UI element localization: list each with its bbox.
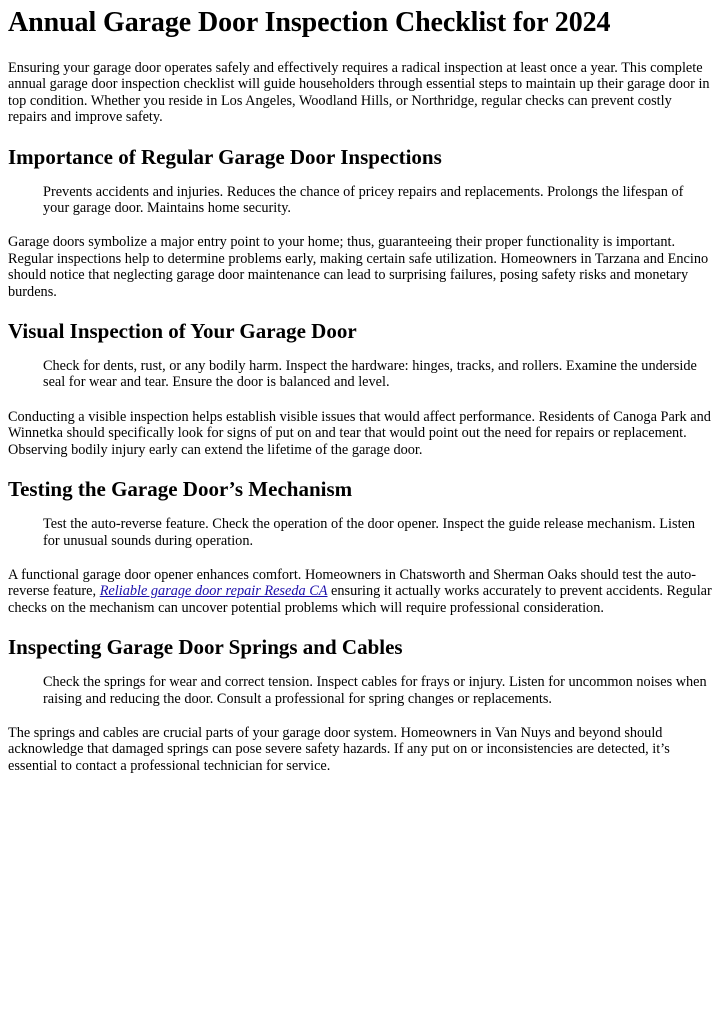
intro-paragraph: Ensuring your garage door operates safely and effectively requires a radical inspection at least once a year. This complete annual garage door inspection checklist will guide householders through essential steps to maintain up their garage door in top condition. Whether you reside in Los Angeles, Woodland Hills, or Northridge, regular checks can prevent costly repairs and improve safety.	[8, 60, 710, 126]
section-heading-visual-inspection: Visual Inspection of Your Garage Door	[8, 319, 357, 344]
section-heading-springs-cables: Inspecting Garage Door Springs and Cables	[8, 635, 403, 660]
mechanism-body-before-link: A functional garage door opener enhances comfort. Homeowners in Chatsworth and Sherman Oaks should test the auto-reverse feature,	[8, 566, 697, 600]
page-title: Annual Garage Door Inspection Checklist for 2024	[8, 7, 611, 38]
section-heading-mechanism: Testing the Garage Door’s Mechanism	[8, 477, 353, 502]
section-body-mechanism	[8, 567, 712, 616]
section-body-springs-cables: The springs and cables are crucial parts of your garage door system. Homeowners in Van Nuys and beyond should acknowledge that damaged springs can pose severe safety hazards. If any put on or inconsistencies are detected, it’s essential to contact a professional technician for service.	[8, 724, 670, 774]
section-body-importance: Garage doors symbolize a major entry point to your home; thus, guaranteeing their proper functionality is important. Regular inspections help to determine problems early, making certain safe utilization. Homeowners in Tarzana and Encino should notice that neglecting garage door maintenance can lead to surprising failures, posing safety risks and monetary burdens.	[8, 234, 709, 300]
section-list-importance: Prevents accidents and injuries. Reduces the chance of pricey repairs and replacements. Prolongs the lifespan of your garage door. Maintains home security.	[43, 183, 684, 217]
section-list-mechanism: Test the auto-reverse feature. Check the operation of the door opener. Inspect the guide release mechanism. Listen for unusual sounds during operation.	[43, 516, 696, 549]
section-list-springs-cables: Check the springs for wear and correct tension. Inspect cables for frays or injury. Listen for uncommon noises when raising and reducing the door. Consult a professional for spring changes or replacements.	[43, 674, 707, 707]
section-heading-importance: Importance of Regular Garage Door Inspections	[8, 144, 442, 169]
mechanism-body-after-link: ensuring it actually works accurately to prevent accidents. Regular checks on the mechanism can uncover potential problems which will require professional consideration.	[8, 583, 712, 616]
garage-door-repair-link[interactable]: Reliable garage door repair Reseda CA	[99, 583, 328, 600]
section-list-visual-inspection: Check for dents, rust, or any bodily harm. Inspect the hardware: hinges, tracks, and rollers. Examine the underside seal for wear and tear. Ensure the door is balanced and level.	[43, 358, 697, 391]
section-body-visual-inspection: Conducting a visible inspection helps establish visible issues that would affect performance. Residents of Canoga Park and Winnetka should specifically look for signs of put on and tear that would point out the need for repairs or replacement. Observing bodily injury early can extend the lifetime of the garage door.	[8, 408, 711, 458]
